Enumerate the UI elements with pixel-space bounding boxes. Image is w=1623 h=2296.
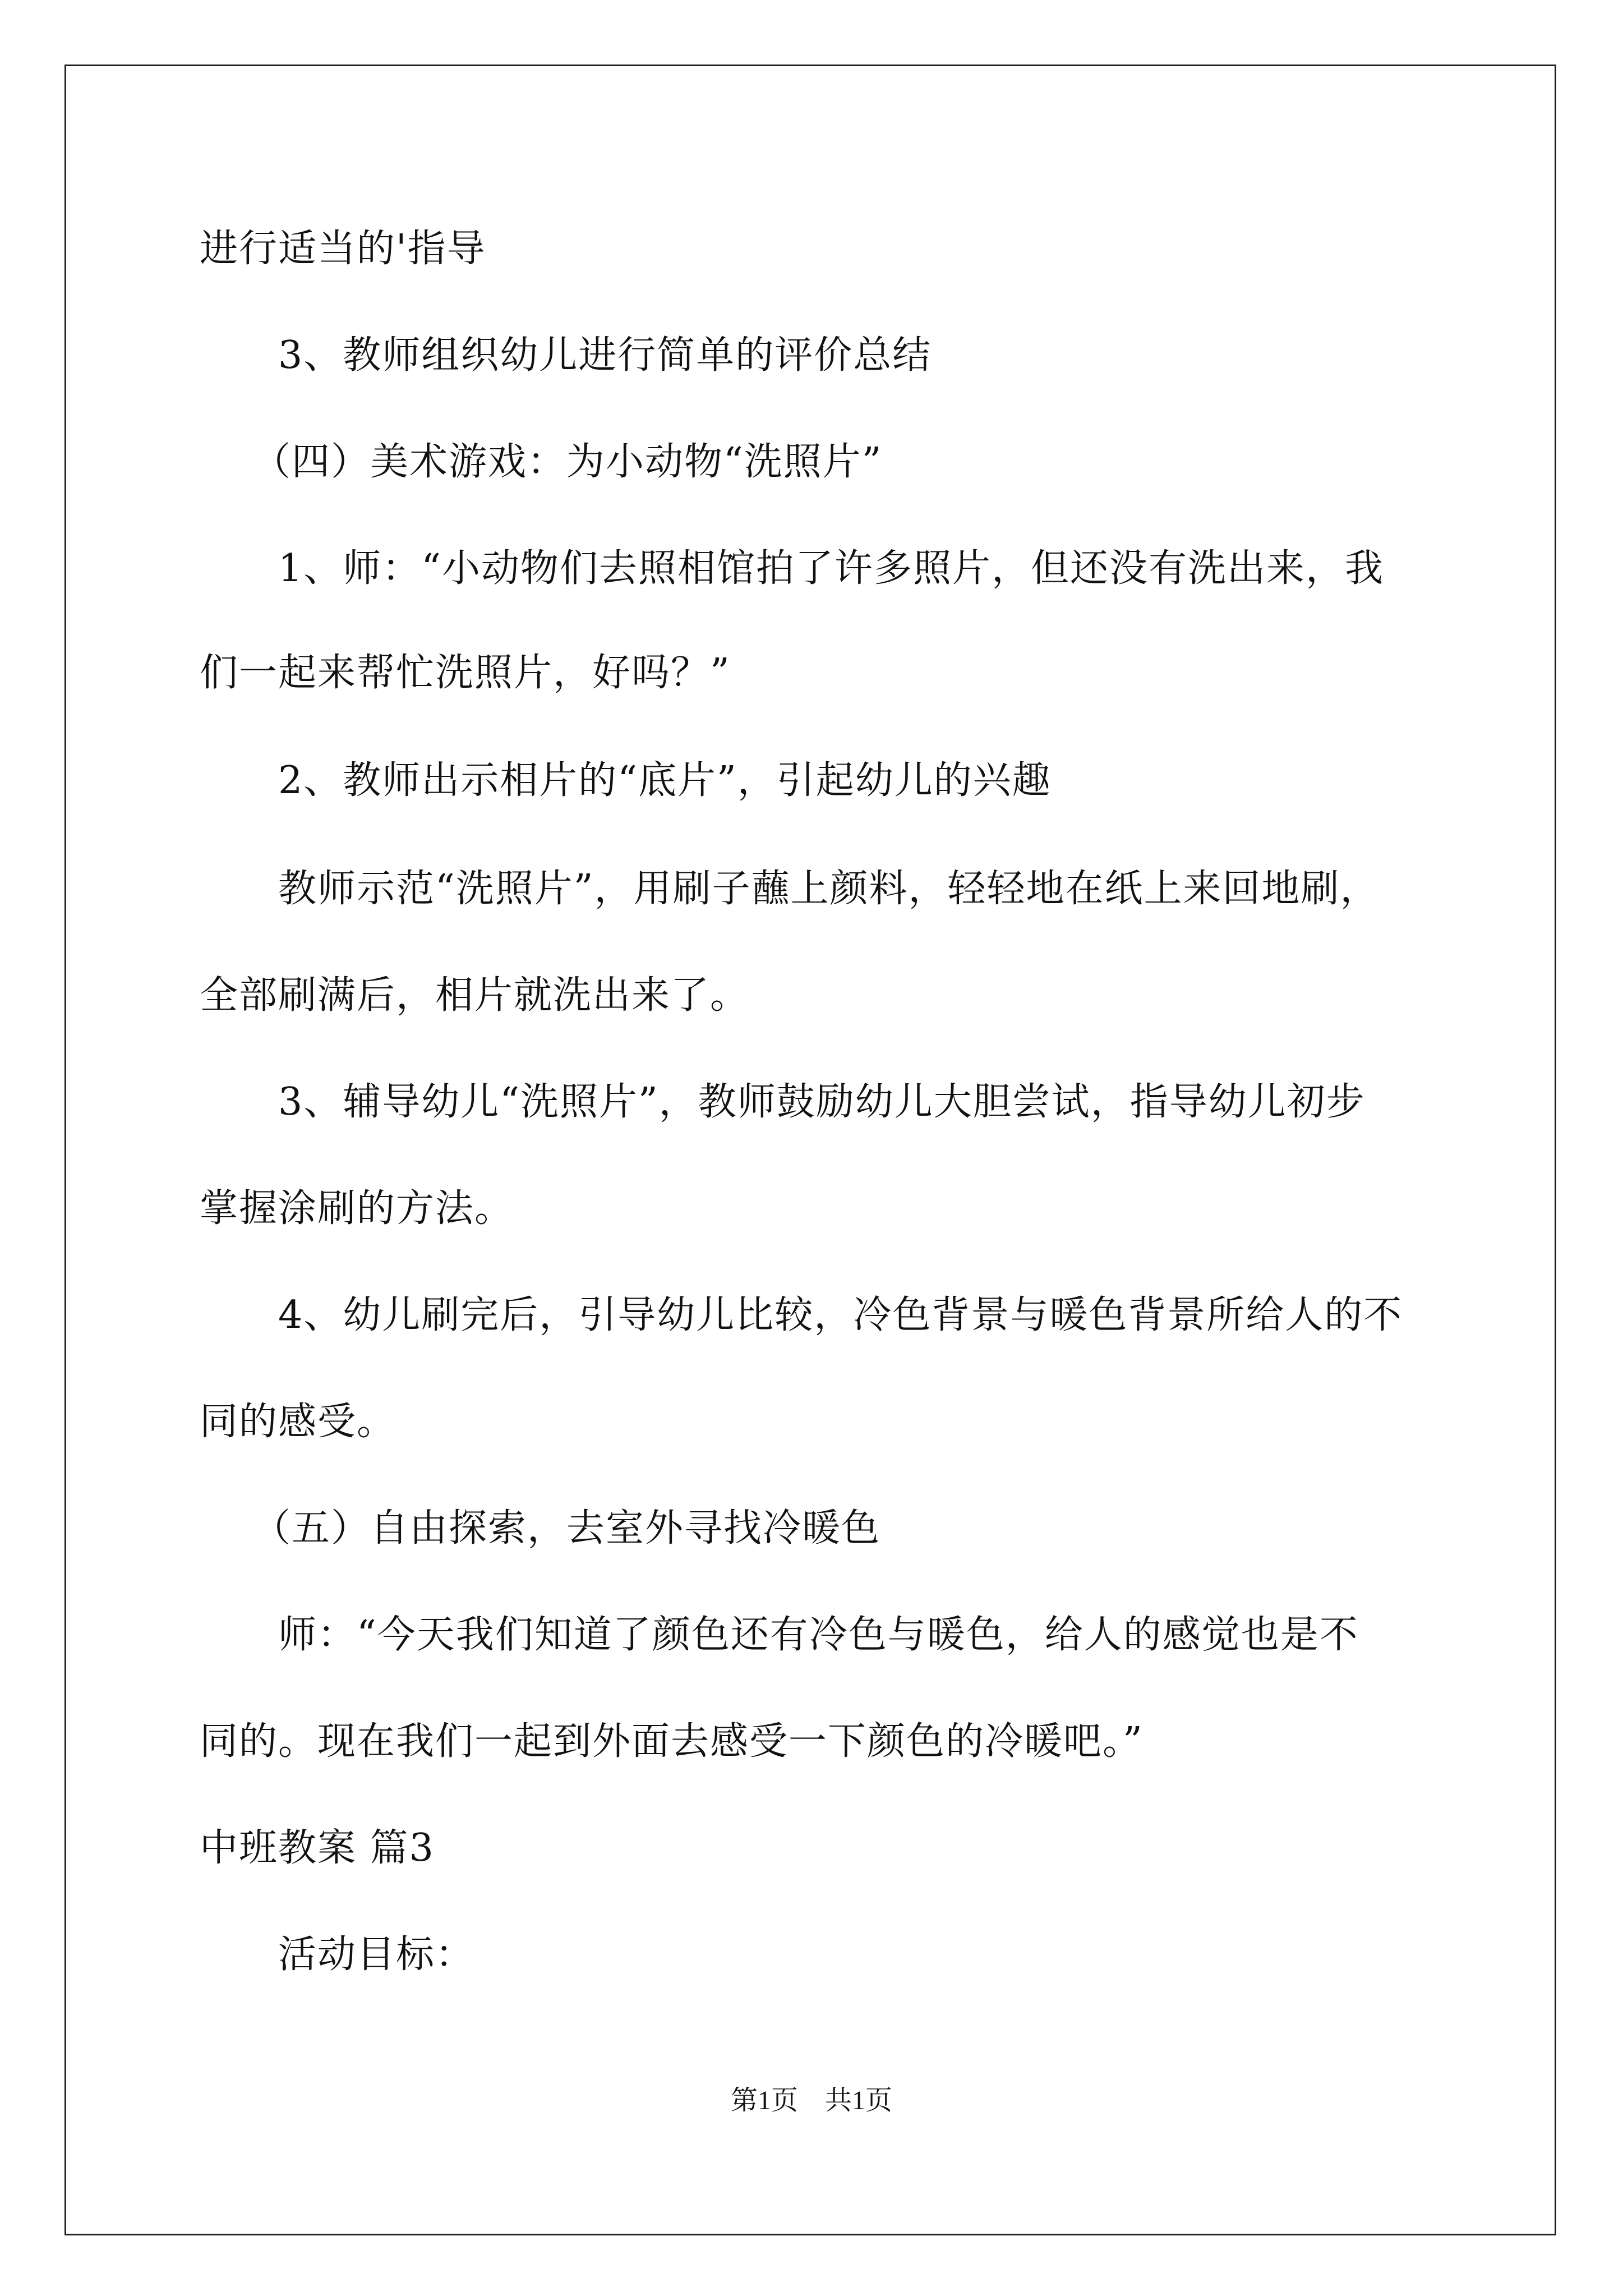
text-line-7: 教师示范“洗照片”，用刷子蘸上颜料，轻轻地在纸上来回地刷， — [278, 867, 1380, 911]
text-line-14: 师：“今天我们知道了颜色还有冷色与暖色，给人的感觉也是不 — [278, 1613, 1359, 1657]
text-line-10: 掌握涂刷的方法。 — [200, 1186, 514, 1231]
text-line-8: 全部刷满后，相片就洗出来了。 — [200, 973, 750, 1018]
page-number: 第1页 — [730, 2086, 798, 2115]
text-line-15: 同的。现在我们一起到外面去感受一下颜色的冷暖吧。” — [200, 1719, 1144, 1764]
text-line-12: 同的感受。 — [200, 1400, 396, 1444]
page-total: 共1页 — [825, 2086, 893, 2115]
text-line-5: 们一起来帮忙洗照片，好吗？” — [200, 651, 731, 695]
text-line-1: 进行适当的'指导 — [200, 227, 486, 271]
text-line-9: 3、辅导幼儿“洗照片”，教师鼓励幼儿大胆尝试，指导幼儿初步 — [278, 1080, 1366, 1124]
section-heading-5: （五）自由探索，去室外寻找冷暖色 — [252, 1506, 881, 1550]
text-line-4: 1、师：“小动物们去照相馆拍了许多照片，但还没有洗出来，我 — [278, 546, 1385, 591]
page-footer — [0, 2084, 1623, 2118]
lesson-plan-title: 中班教案 篇3 — [200, 1826, 435, 1870]
page-border — [64, 65, 1556, 2235]
activity-goals-heading: 活动目标： — [278, 1932, 475, 1977]
text-line-2: 3、教师组织幼儿进行简单的评价总结 — [278, 333, 932, 378]
section-heading-4: （四）美术游戏：为小动物“洗照片” — [252, 440, 883, 484]
text-line-6: 2、教师出示相片的“底片”，引起幼儿的兴趣 — [278, 758, 1052, 803]
text-line-11: 4、幼儿刷完后，引导幼儿比较，冷色背景与暖色背景所给人的不 — [278, 1293, 1403, 1337]
